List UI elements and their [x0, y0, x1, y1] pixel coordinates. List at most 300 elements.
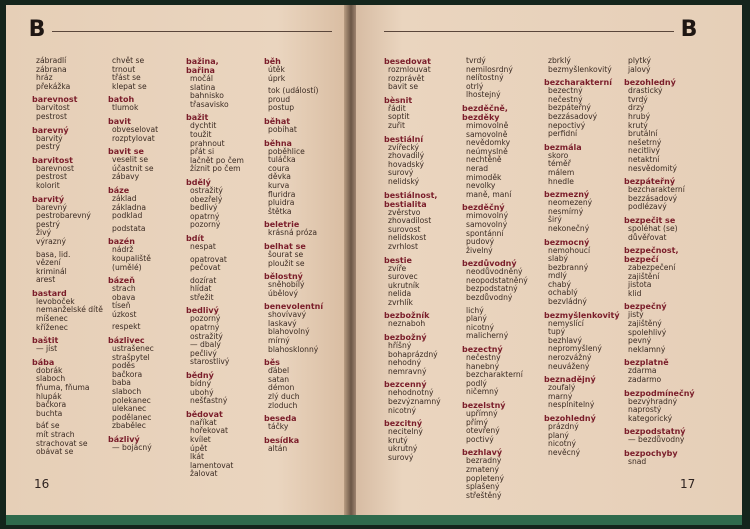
entry-headword: bažit	[186, 113, 209, 123]
entry-synonym: opatrovat	[190, 254, 227, 264]
entry-synonym: tlumok	[112, 103, 139, 113]
entry-synonym: zadarmo	[628, 375, 662, 385]
entry-synonym: nádrž	[112, 245, 134, 255]
entry-synonym: surovec	[388, 272, 418, 282]
entry-synonym: jistý	[628, 310, 644, 320]
entry-synonym: nevěcný	[548, 447, 581, 457]
dictionary-entry	[108, 186, 170, 221]
entry-synonym: proud	[268, 94, 291, 104]
entry-synonym: nerad	[466, 163, 489, 173]
dictionary-entry	[32, 156, 94, 191]
entry-synonym: účastnit se	[112, 163, 154, 173]
dictionary-entry	[544, 375, 626, 410]
dictionary-entry	[32, 336, 94, 354]
entry-headword: bestiální	[384, 134, 424, 144]
entry-headword: barvitost	[32, 155, 73, 165]
entry-synonym: mírný	[268, 336, 290, 346]
dictionary-entry	[384, 380, 462, 415]
entry-synonym: bezradný	[466, 456, 502, 466]
entry-synonym: žíznit po čem	[190, 164, 241, 174]
entry-synonym: pestrý	[36, 219, 61, 229]
entry-headword: běhna	[264, 138, 292, 148]
entry-synonym: hovadský	[388, 159, 425, 169]
entry-synonym: bezvýhradný	[628, 396, 678, 406]
entry-synonym: močál	[190, 74, 213, 83]
entry-headword: barvitý	[32, 194, 65, 204]
entry-headword: bezplatně	[624, 358, 669, 368]
entry-synonym: málem	[548, 167, 575, 177]
entry-synonym: žalovat	[190, 469, 218, 479]
entry-synonym: nekonečný	[548, 223, 590, 233]
entry-headword: bezpáteřný	[624, 177, 676, 187]
entry-headword: bezpochyby	[624, 449, 678, 458]
dictionary-entry	[186, 410, 248, 479]
entry-synonym: opatrný	[190, 323, 220, 333]
entry-synonym: úbělový	[268, 288, 299, 298]
entry-synonym: zbabělec	[112, 421, 146, 431]
dictionary-entry	[108, 323, 170, 332]
entry-synonym: přímý	[466, 417, 488, 427]
entry-synonym: basa, lid.	[36, 249, 71, 259]
right-section-letter: B	[680, 17, 698, 42]
entry-synonym: ďábel	[268, 366, 290, 376]
entry-synonym: blahosklonný	[268, 344, 319, 354]
dictionary-entry	[624, 216, 710, 242]
entry-synonym: levoboček	[36, 296, 75, 306]
entry-synonym: hráz	[36, 73, 53, 83]
entry-synonym: tíseň	[112, 301, 131, 311]
entry-synonym: přát si	[190, 147, 215, 157]
entry-headword: bědný	[186, 371, 214, 381]
entry-synonym: surovost	[388, 224, 421, 234]
dictionary-entry	[186, 277, 248, 303]
entry-synonym: strachovat se	[36, 438, 88, 448]
entry-synonym: nehodný	[388, 358, 422, 368]
entry-synonym: základna	[112, 202, 147, 212]
dictionary-entry	[384, 419, 462, 462]
entry-synonym: živelný	[466, 245, 493, 255]
entry-synonym: blahovolný	[268, 327, 310, 337]
entry-synonym: zhovadilý	[388, 151, 425, 161]
entry-synonym: bezectný	[548, 86, 583, 96]
entry-synonym: bezbranný	[548, 262, 589, 272]
dictionary-entry	[462, 448, 544, 500]
entry-headword: bdít	[186, 233, 205, 243]
entry-synonym: zbrklý	[548, 56, 571, 65]
dictionary-entry	[624, 177, 710, 212]
entry-headword: bezmála	[544, 142, 582, 152]
entry-synonym: poctivý	[466, 434, 494, 444]
entry-synonym: neodůvodněný	[466, 267, 523, 277]
entry-synonym: podělanec	[112, 412, 152, 422]
entry-synonym: nechtěně	[466, 155, 502, 165]
entry-headword: bezmyšlenkovitý	[544, 310, 620, 320]
entry-synonym: tupý	[548, 327, 566, 337]
entry-synonym: kříženec	[36, 322, 68, 332]
entry-synonym: třasavisko	[190, 99, 229, 109]
entry-synonym: pozorný	[190, 314, 221, 324]
entry-synonym: nesvědomitý	[628, 163, 678, 173]
right-column-4	[624, 57, 710, 471]
entry-synonym: řádit	[388, 103, 406, 113]
entry-synonym: bačkora	[36, 400, 67, 410]
entry-synonym: nepromyšlený	[548, 344, 602, 354]
entry-synonym: satan	[268, 374, 290, 384]
entry-headword: beznadějný	[544, 375, 596, 385]
entry-headword: bezmocný	[544, 237, 590, 247]
entry-synonym: zvíře	[388, 263, 407, 273]
entry-synonym: koupaliště	[112, 253, 151, 263]
entry-headword: besedovat	[384, 57, 431, 66]
dictionary-entry	[108, 435, 170, 453]
dictionary-entry	[264, 436, 326, 454]
entry-synonym: bezmyšlenkovitý	[548, 64, 612, 74]
entry-synonym: slaboch	[36, 374, 66, 384]
entry-synonym: ostražitý	[190, 185, 223, 195]
dictionary-entry	[624, 78, 710, 173]
entry-headword: bědovat	[186, 409, 223, 419]
entry-synonym: nelidskost	[388, 233, 427, 243]
dictionary-entry	[32, 288, 103, 332]
dictionary-entry	[108, 147, 170, 182]
entry-synonym: obveselovat	[112, 124, 159, 134]
dictionary-entry	[32, 195, 94, 247]
dictionary-entry	[264, 414, 326, 432]
entry-synonym: bezpodstatný	[466, 284, 518, 294]
entry-synonym: pluidra	[268, 198, 295, 208]
entry-synonym: fluridra	[268, 189, 296, 199]
entry-synonym: lichý	[466, 305, 484, 315]
entry-headword: bezdůvodný	[462, 259, 517, 269]
entry-headword: bezcenný	[384, 380, 427, 390]
entry-synonym: bezdůvodný	[466, 293, 513, 303]
entry-synonym: střeštěný	[466, 490, 502, 500]
entry-synonym: kategorický	[628, 413, 673, 423]
left-header-rule	[52, 31, 332, 32]
entry-synonym: obezřelý	[190, 194, 223, 204]
right-column-2	[462, 57, 544, 504]
entry-synonym: klid	[628, 288, 642, 298]
dictionary-entry	[108, 237, 170, 272]
entry-headword: beseda	[264, 414, 297, 424]
entry-synonym: neopodstatněný	[466, 275, 528, 285]
entry-synonym: toužit	[190, 129, 212, 139]
entry-synonym: pestrost	[36, 111, 67, 121]
entry-synonym: podklad	[112, 211, 143, 221]
entry-synonym: nerozvážný	[548, 353, 592, 363]
dictionary-entry	[186, 57, 248, 109]
dictionary-entry	[108, 336, 170, 431]
dictionary-entry	[32, 57, 94, 91]
entry-synonym: surový	[388, 168, 414, 178]
right-column-1	[384, 57, 462, 467]
entry-headword: bastard	[32, 288, 67, 298]
entry-synonym: důvěřovat	[628, 232, 667, 242]
entry-synonym: baba	[112, 378, 131, 388]
entry-headword: barevnost	[32, 95, 78, 105]
entry-synonym: poběhlice	[268, 146, 305, 156]
entry-headword: běhat	[264, 116, 291, 126]
entry-synonym: ostražitý	[190, 331, 223, 341]
entry-headword: besídka	[264, 435, 300, 445]
entry-synonym: bohaprázdný	[388, 349, 438, 359]
entry-synonym: ulekanec	[112, 404, 147, 414]
entry-synonym: zuřit	[388, 120, 406, 130]
entry-synonym: základ	[112, 193, 137, 203]
entry-synonym: bahnisko	[190, 91, 224, 101]
entry-synonym: překážka	[36, 81, 71, 91]
entry-headword: bezbožník	[384, 311, 430, 321]
entry-synonym: fňuma, fňuma	[36, 383, 90, 393]
left-column-4	[264, 57, 326, 457]
dictionary-entry	[186, 371, 248, 406]
dictionary-entry	[264, 87, 326, 113]
entry-synonym: zlý duch	[268, 392, 300, 402]
entry-synonym: mimoděk	[466, 172, 502, 182]
entry-synonym: naříkat	[190, 417, 217, 427]
entry-synonym: drastický	[628, 86, 663, 96]
entry-synonym: bezhlavý	[548, 335, 583, 345]
dictionary-entry	[384, 57, 462, 92]
entry-synonym: trnout	[112, 64, 136, 74]
dictionary-entry	[264, 242, 326, 268]
entry-synonym: chabý	[548, 279, 571, 289]
entry-synonym: pečovat	[190, 263, 221, 273]
entry-headword: bába	[32, 357, 55, 367]
entry-synonym: netaktní	[628, 154, 660, 164]
entry-synonym: zhovadilost	[388, 216, 432, 226]
entry-synonym: širý	[548, 215, 562, 225]
entry-synonym: vězení	[36, 258, 61, 268]
entry-synonym: necitelný	[388, 427, 423, 437]
entry-headword: bestiálnost, bestialita	[384, 190, 438, 209]
dictionary-entry	[544, 238, 626, 307]
entry-synonym: dychtit	[190, 121, 217, 131]
entry-headword: bezpodstatný	[624, 427, 686, 437]
dictionary-entry	[32, 95, 94, 121]
entry-headword: bělostný	[264, 272, 303, 282]
dictionary-entry	[264, 358, 326, 410]
entry-headword: bezpečnost, bezpečí	[624, 246, 679, 265]
entry-synonym: nečestný	[466, 353, 501, 363]
entry-synonym: míšenec	[36, 314, 68, 324]
entry-synonym: zábrana	[36, 64, 67, 74]
entry-synonym: nevolky	[466, 181, 496, 191]
entry-synonym: plytký	[628, 56, 652, 65]
entry-synonym: bezvládný	[548, 297, 587, 307]
entry-synonym: laskavý	[268, 318, 297, 328]
entry-headword: bezelstný	[462, 401, 506, 410]
entry-synonym: mít strach	[36, 430, 75, 439]
entry-synonym: bídný	[190, 379, 212, 389]
entry-headword: baštit	[32, 336, 59, 346]
entry-synonym: podlý	[466, 378, 487, 388]
dictionary-entry	[544, 57, 626, 74]
entry-synonym: samovolný	[466, 219, 508, 229]
entry-synonym: ploužit se	[268, 258, 305, 268]
entry-synonym: barvitý	[36, 133, 63, 143]
dictionary-entry	[544, 190, 626, 233]
entry-synonym: — jíst	[36, 344, 58, 354]
entry-synonym: nečestný	[548, 94, 583, 104]
entry-synonym: dozírat	[190, 275, 217, 285]
entry-synonym: hnedle	[548, 176, 574, 186]
dictionary-entry	[108, 57, 170, 91]
entry-synonym: neomezený	[548, 198, 593, 208]
dictionary-entry	[384, 96, 462, 131]
entry-synonym: obávat se	[36, 447, 74, 457]
entry-headword: bedlivý	[186, 306, 219, 316]
entry-synonym: krutý	[388, 435, 408, 445]
left-section-letter: B	[28, 17, 46, 42]
entry-synonym: zvířecký	[388, 142, 420, 152]
dictionary-entry	[544, 78, 626, 139]
book-cover-edge	[6, 515, 742, 525]
entry-synonym: slaboch	[112, 387, 142, 397]
entry-synonym: neznaboh	[388, 319, 426, 329]
entry-synonym: altán	[268, 443, 288, 453]
left-column-1	[32, 56, 103, 461]
dictionary-entry	[462, 104, 544, 199]
entry-synonym: hlupák	[36, 391, 62, 401]
entry-headword: beletrie	[264, 220, 300, 230]
entry-synonym: snad	[628, 457, 647, 466]
entry-synonym: zajištění	[628, 271, 660, 281]
entry-synonym: hříšný	[388, 341, 412, 351]
entry-synonym: maně, maní	[466, 189, 512, 199]
entry-synonym: polekanec	[112, 395, 151, 405]
entry-synonym: podlézavý	[628, 202, 667, 212]
entry-headword: bažina, bařina	[186, 57, 219, 75]
entry-synonym: barevný	[36, 202, 67, 212]
entry-headword: bezpečit se	[624, 215, 676, 225]
left-column-3	[186, 57, 248, 483]
entry-synonym: nelida	[388, 289, 412, 299]
entry-headword: bezectný	[462, 345, 503, 355]
entry-headword: báze	[108, 185, 130, 195]
entry-synonym: soptit	[388, 112, 410, 122]
entry-synonym: pevný	[628, 336, 652, 346]
entry-synonym: hlídat	[190, 284, 212, 294]
entry-synonym: úzkost	[112, 309, 137, 319]
entry-synonym: nesmírný	[548, 206, 584, 216]
entry-synonym: surový	[388, 453, 414, 462]
entry-synonym: upřímný	[466, 409, 498, 418]
entry-synonym: hanebný	[466, 361, 500, 371]
dictionary-entry	[264, 302, 326, 354]
entry-synonym: strach	[112, 284, 136, 294]
entry-headword: benevolentní	[264, 302, 324, 312]
entry-synonym: bezvýznamný	[388, 397, 441, 407]
entry-synonym: — bezdůvodný	[628, 435, 685, 445]
entry-synonym: štětka	[268, 206, 292, 216]
dictionary-entry	[264, 272, 326, 298]
entry-synonym: arest	[36, 275, 56, 285]
entry-headword: bavit	[108, 116, 131, 126]
dictionary-entry	[186, 256, 248, 273]
entry-synonym: ustrašenec	[112, 344, 154, 354]
entry-headword: bázeň	[108, 276, 135, 286]
entry-synonym: spontánní	[466, 228, 504, 238]
entry-headword: bezbožný	[384, 333, 427, 343]
entry-headword: bezcharakterní	[544, 78, 612, 88]
dictionary-entry	[186, 113, 248, 174]
entry-synonym: zabezpečení	[628, 263, 676, 273]
entry-synonym: podstata	[112, 223, 146, 233]
entry-headword: běs	[264, 358, 280, 368]
dictionary-entry	[624, 427, 710, 445]
entry-synonym: krásná próza	[268, 228, 318, 238]
entry-synonym: šourat se	[268, 249, 304, 259]
dictionary-entry	[544, 143, 626, 186]
entry-headword: bestie	[384, 255, 412, 265]
entry-synonym: splašený	[466, 482, 500, 492]
entry-headword: bezmezný	[544, 190, 590, 200]
entry-synonym: planý	[466, 314, 487, 324]
entry-synonym: pobíhat	[268, 124, 297, 134]
entry-synonym: zábavy	[112, 172, 140, 182]
entry-synonym: rozprávět	[388, 73, 425, 83]
dictionary-entry	[32, 422, 94, 456]
entry-headword: bezohledný	[544, 414, 596, 423]
right-column-3	[544, 57, 626, 461]
entry-headword: belhat se	[264, 241, 306, 251]
entry-synonym: opatrný	[190, 211, 220, 221]
entry-synonym: útěk	[268, 65, 285, 74]
entry-synonym: bezzásadový	[548, 111, 598, 121]
entry-synonym: démon	[268, 383, 295, 393]
entry-synonym: nelítostný	[466, 73, 504, 83]
entry-synonym: pečlivý	[190, 348, 217, 358]
entry-headword: bdělý	[186, 177, 211, 187]
entry-synonym: tuláčka	[268, 155, 296, 165]
entry-synonym: zmatený	[466, 464, 499, 474]
entry-synonym: hrubý	[628, 111, 651, 121]
entry-synonym: veselit se	[112, 155, 149, 165]
entry-headword: bavit se	[108, 147, 144, 157]
entry-synonym: bezcharakterní	[466, 370, 523, 380]
dictionary-entry	[624, 358, 710, 384]
dictionary-entry	[624, 449, 710, 467]
entry-headword: bezpečný	[624, 302, 667, 312]
entry-synonym: nelidský	[388, 176, 420, 186]
entry-synonym: starostlivý	[190, 357, 230, 367]
entry-synonym: lkát	[190, 452, 205, 462]
entry-synonym: respekt	[112, 322, 141, 332]
entry-synonym: brutální	[628, 129, 658, 139]
dictionary-entry	[544, 311, 626, 372]
entry-synonym: pestrost	[36, 172, 67, 182]
entry-synonym: coura	[268, 163, 290, 173]
entry-synonym: jalový	[628, 64, 651, 74]
entry-synonym: zvrhlík	[388, 297, 413, 307]
entry-headword: bèsnit	[384, 95, 413, 105]
dictionary-entry	[624, 57, 710, 74]
dictionary-entry	[264, 220, 326, 238]
dictionary-entry	[108, 225, 170, 234]
entry-synonym: tvrdý	[628, 94, 648, 104]
entry-headword: bezděčný	[462, 203, 505, 213]
entry-synonym: lhostejný	[466, 90, 501, 100]
dictionary-entry	[384, 333, 462, 376]
dictionary-entry	[108, 117, 170, 143]
entry-synonym: ochablý	[548, 288, 578, 298]
entry-synonym: nemyslící	[548, 318, 584, 328]
entry-headword: bázlivec	[108, 336, 145, 346]
entry-synonym: báť se	[36, 421, 60, 431]
entry-synonym: nemravný	[388, 366, 427, 376]
entry-synonym: zdarma	[628, 366, 657, 376]
